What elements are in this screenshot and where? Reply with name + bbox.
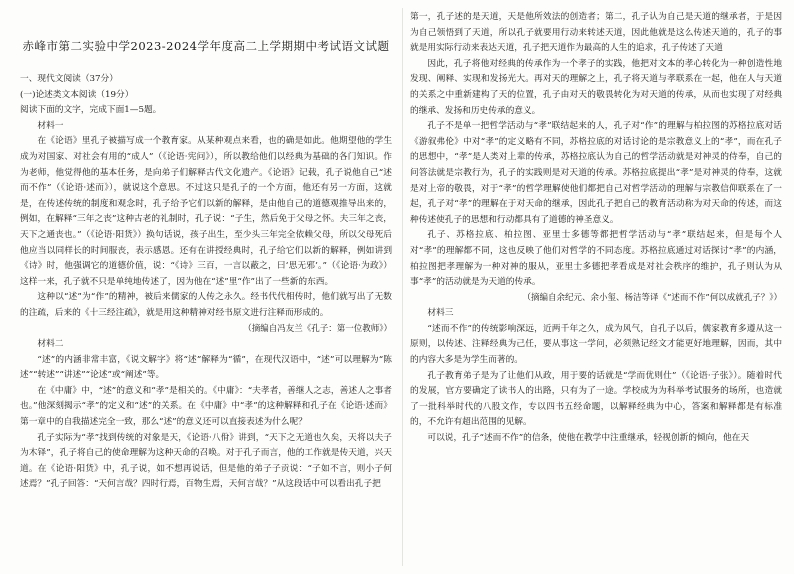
section-heading: 一、现代文阅读（37分） <box>20 74 118 84</box>
material-one-label: 材料一 <box>37 120 64 131</box>
subsection-heading: (一)论述类文本阅读（19分） <box>20 89 134 100</box>
material-one-paragraph-2: 这种以“述”为“作”的精神，被后来儒家的人传之永久。经书代代相传时，他们就写出了无数的注疏，后来的《十三经注疏》，就是用这种精神对经书原文进行注释而形成的。 <box>20 292 392 318</box>
material-two-paragraph-1: “述”的内涵非常丰富，《说文解字》将“述”解释为“循”，在现代汉语中，“述”可以理解为“陈述”“转述”“讲述”“论述”或“阐述”等。 <box>20 354 392 381</box>
material-one-source: （摘编自冯友兰《孔子：第一位教师》） <box>243 323 392 334</box>
right-paragraph-3: 孔子不是单一把哲学活动与“孝”联结起来的人，孔子对“作”的理解与柏拉图的苏格拉底对话《游叙弗伦》中对“孝”的定义略有不同，苏格拉底的对话讨论的是宗教意义上的“孝”，而在孔子的思想中，“孝”是人类对上辈的传承，苏格拉底认为自己的哲学活动就是对神灵的侍奉，自己的问答法就是宗教行为，孔子的实践则是对天道的传承。苏格拉底提出“孝”是对神灵的侍奉，这就是对上帝的敬畏，对于“孝”的哲学理解使他们都把自己对哲学活动的理解与宗教信仰联系在了一起，孔子对“孝”的理解在于对天命的继承，因此孔子把自己的教育活动称为对天命的传述，而这种传述使孔子的思想和行动都具有了道德的神圣意义。 <box>410 121 782 225</box>
right-paragraph-4: 孔子、苏格拉底、柏拉图、亚里士多德等都把哲学活动与“孝”联结起来，但是每个人对“孝”的理解都不同，这也反映了他们对哲学的不同态度。苏格拉底通过对话探讨“孝”的内涵，柏拉图把孝理解为一种对神的服从，亚里士多德把孝看成是对社会秩序的维护，孔子则认为从事“孝”的活动就是为天道的传承。 <box>410 230 782 288</box>
right-paragraph-1: 第一，孔子述的是天道，天是他所效法的创造者；第二，孔子认为自己是天道的继承者，于是因为自己领悟到了天道，所以孔子就要用行动来转述天道，因此他就是这么传述天道的，孔子的事就是用实际行动来表达天道，孔子把天道作为最高的人生的追求，孔子传述了天道 <box>410 12 782 54</box>
material-three-paragraph-3: 可以说，孔子“述而不作”的信条，使他在教学中注重继承，轻视创新的倾向，他在天 <box>427 433 750 444</box>
left-column <box>20 0 392 574</box>
column-divider <box>402 8 403 566</box>
material-three-label: 材料三 <box>427 308 454 319</box>
right-block <box>410 10 782 447</box>
material-one-paragraph-1: 在《论语》里孔子被描写成一个教育家。从某种观点来看，也的确是如此。他期望他的学生成为对国家、对社会有用的“成人”（《论语·宪问》），所以教给他们以经典为基础的各门知识。作为老师，他觉得他的基本任务，是向弟子们解释古代文化遗产。《论语》记载，孔子说他自己“述而不作”（《论语·述而》），就说这个意思。不过这只是孔子的一个方面，他还有另一方面，这就是，在传述传统的制度和观念时，孔子给予它们以新的解释，是由他自己的道德观推导出来的，例如，在解释“三年之丧”这种古老的礼制时，孔子说：“子生，然后免于父母之怀。夫三年之丧，天下之通丧也。”（《论语·阳货》）换句话说，孩子出生，至少头三年完全依赖父母，所以父母死后他应当以同样长的时间服丧，表示感恩。还有在讲授经典时，孔子给它们以新的解释，例如讲到《诗》时，他强调它的道德价值，说：“《诗》三百，一言以蔽之，曰‘思无邪’。”（《论语·为政》）这样一来，孔子就不只是单纯地传述了，因为他在“述”里“作”出了一些新的东西。 <box>20 136 392 287</box>
material-two-paragraph-3: 孔子实际为“孝”找到传统的对象是天，《论语·八佾》讲到，“天下之无道也久矣，天将以夫子为木铎”，孔子将自己的使命理解为这种天命的召唤。对于孔子而言，他的工作就是传天道，兴天道。在《论语·阳货》中，孔子说，如不想再说话，但是他的弟子子贡说：“子如不言，则小子何述焉？”孔子回答：“天何言哉？四时行焉，百物生焉，天何言哉？”从这段话中可以看出孔子把 <box>20 432 392 490</box>
material-two-paragraph-2: 在《中庸》中，“述”的意义和“孝”是相关的。《中庸》：“夫孝者，善继人之志，善述人之事者也。”他深刻揭示“孝”的定义和“述”的关系。在《中庸》中“孝”的这种解释和孔子在《论语·述而》第一章中的自我描述完全一致，那么“述”的意义还可以直接表述为什么呢？ <box>20 385 392 428</box>
material-three-paragraph-1: “述而不作”的传统影响深远，近两千年之久，成为风气，自孔子以后，儒家教育多遵从这一原则，以传述、注释经典为己任，要从事这一学问，必须熟记经文才能更好地理解，因而，其中的内容大多是为学生而著的。 <box>410 323 782 366</box>
intro-block <box>20 72 392 493</box>
right-column <box>410 0 782 574</box>
instruction: 阅读下面的文字，完成下面1—5题。 <box>20 105 162 116</box>
right-paragraph-2: 因此，孔子将他对经典的传承作为一个孝子的实践，他把对文本的孝心转化为一种创造性地发现、阐释、实现和发扬光大。再对天的理解之上，孔子将天道与孝联系在一起，他在人与天道的关系之中重新建构了天的位置，孔子由对天的敬畏转化为对天道的传承，从而也实现了对经典的继承、发扬和历史传承的意义。 <box>410 58 782 116</box>
material-two-source: （摘编自余纪元、余小玺、杨洁等译《“述而不作”何以成就孔子？》） <box>522 292 782 303</box>
exam-title: 赤峰市第二实验中学2023-2024学年度高二上学期期中考试语文试题 <box>22 39 390 53</box>
material-two-label: 材料二 <box>37 339 64 350</box>
material-three-paragraph-2: 孔子教育弟子是为了让他们从政，用于要的话就是“学而优则仕”（《论语·子张》）。随着时代的发展，官方要确定了读书人的出路，只有为了一途。学校成为为科举考试服务的场所，也造就了一批科举时代的八股文作，专以四书五经命题，以解释经典为中心，答案和解释都是有标准的，不允许有超出范围的见解。 <box>410 370 782 428</box>
